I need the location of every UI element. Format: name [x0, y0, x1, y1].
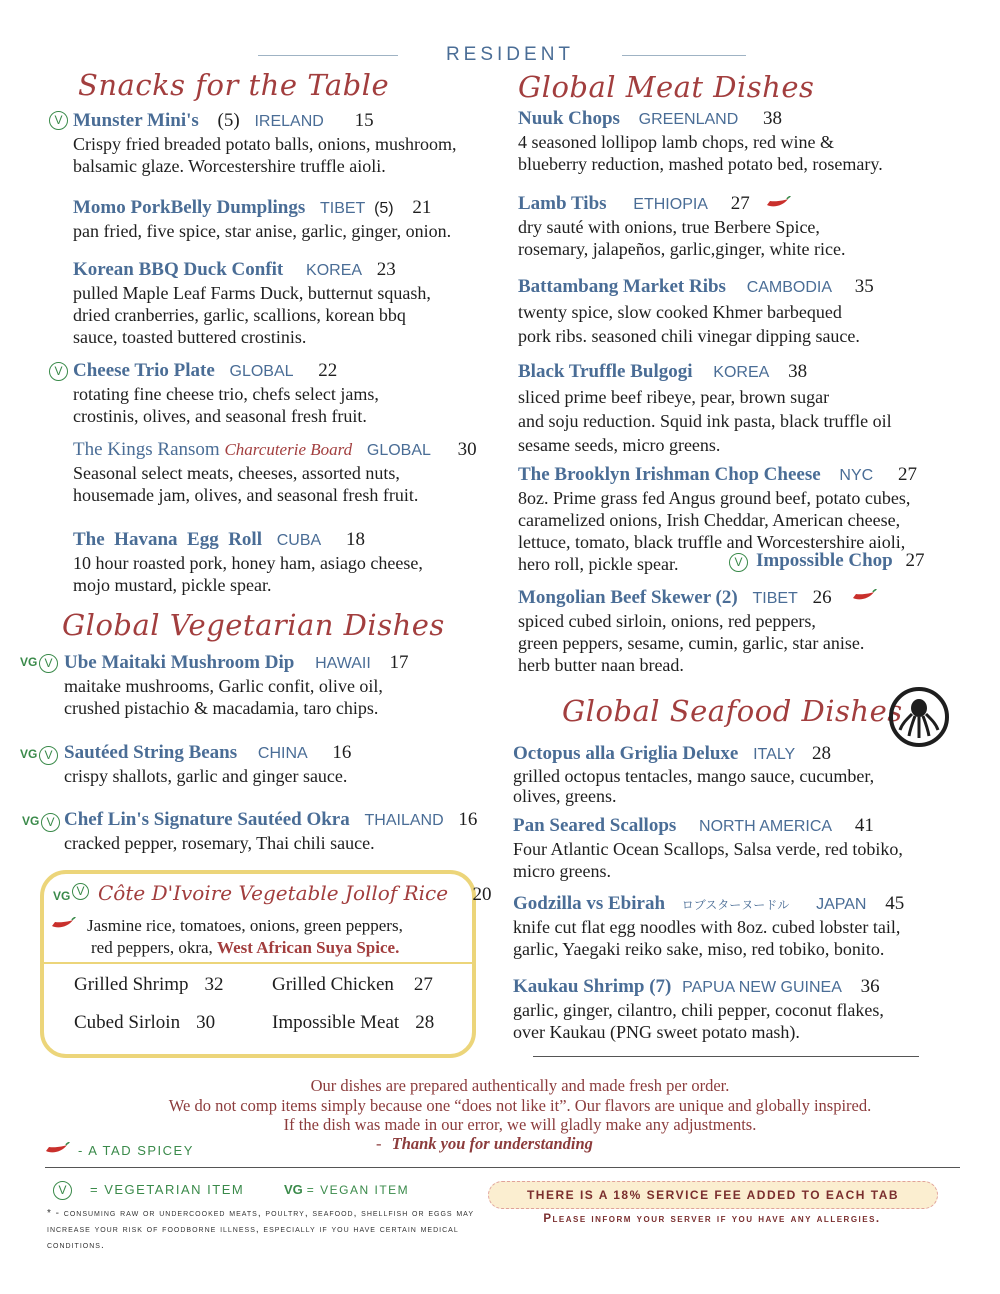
item-country: THAILAND	[364, 812, 444, 829]
addon-price: 27	[413, 974, 433, 995]
item-name: The Kings Ransom	[73, 439, 220, 460]
addon-name: Grilled Shrimp	[74, 974, 189, 995]
item-desc-line: blueberry reduction, mashed potato bed, rosemary.	[518, 154, 883, 174]
header-rule-left	[258, 55, 398, 56]
item-country: KOREA	[306, 262, 363, 279]
item-desc-line: spiced cubed sirloin, onions, red peppers,	[518, 611, 816, 631]
item-desc-line: 8oz. Prime grass fed Angus ground beef, potato cubes,	[518, 488, 911, 508]
item-name: Octopus alla Griglia Deluxe	[513, 743, 739, 764]
item-desc-line: twenty spice, slow cooked Khmer barbequed	[518, 302, 842, 322]
item-desc-line: pork ribs. seasoned chili vinegar dipping sauce.	[518, 326, 860, 346]
item-country: TIBET	[319, 200, 366, 217]
allergy-note: Please inform your server if you have any allergies.	[543, 1213, 881, 1225]
item-price: 23	[376, 259, 396, 280]
item-country: JAPAN	[816, 896, 867, 913]
jollof-title	[98, 881, 491, 906]
divider	[533, 1056, 919, 1057]
menu-item-munster-minis	[73, 110, 513, 177]
item-country: KOREA	[713, 364, 770, 381]
item-price: 21	[412, 197, 432, 218]
menu-item-mongolian-skewer	[518, 587, 978, 676]
menu-item-nuuk-chops	[518, 108, 978, 175]
menu-item-kings-ransom	[73, 439, 513, 506]
item-desc-line: caramelized onions, Irish Cheddar, American cheese,	[518, 510, 901, 530]
item-name: Kaukau Shrimp (7)	[513, 976, 672, 997]
item-desc-line: green peppers, sesame, cumin, garlic, star anise.	[518, 633, 865, 653]
item-country: NORTH AMERICA	[699, 818, 833, 835]
menu-item-string-beans	[64, 742, 504, 787]
item-price: 17	[389, 652, 409, 673]
item-price: 27	[897, 464, 917, 485]
addon-cubed-sirloin	[74, 1012, 215, 1034]
menu-item-lamb-tibs	[518, 193, 978, 260]
item-country: CUBA	[276, 532, 322, 549]
item-country: ITALY	[753, 746, 796, 763]
item-desc-line: rotating fine cheese trio, chefs select jams,	[73, 384, 379, 404]
item-country: CAMBODIA	[746, 279, 833, 296]
item-desc-line: over Kaukau (PNG sweet potato mash).	[513, 1022, 800, 1042]
item-desc-line: housemade jam, olives, and seasonal fresh fruit.	[73, 485, 419, 505]
item-desc-line: crispy shallots, garlic and ginger sauce.	[64, 766, 348, 786]
item-country: HAWAII	[315, 655, 371, 672]
menu-item-ube-dip	[64, 652, 504, 719]
addon-name: Grilled Chicken	[272, 974, 394, 995]
vegetarian-icon: V	[41, 813, 60, 832]
item-desc-line: knife cut flat egg noodles with 8oz. cubed lobster tail,	[513, 917, 901, 937]
vegan-mark: VG	[20, 747, 38, 761]
header-rule-right	[622, 55, 746, 56]
item-desc-line: 10 hour roasted pork, honey ham, asiago cheese,	[73, 553, 423, 573]
menu-item-scallops	[513, 815, 983, 882]
section-title-snacks: Snacks for the Table	[78, 68, 390, 102]
item-price: 41	[854, 815, 874, 836]
item-country: IRELAND	[254, 113, 324, 130]
item-desc-line: lettuce, tomato, black truffle and Worcestershire aioli,	[518, 532, 906, 552]
item-country: NYC	[839, 467, 874, 484]
item-price: 27	[905, 550, 925, 571]
page-title: RESIDENT	[445, 44, 575, 65]
item-name: Côte D'Ivoire Vegetable Jollof Rice	[98, 881, 449, 905]
item-name: Impossible Chop	[756, 550, 893, 571]
item-desc-line: sauce, toasted buttered crostinis.	[73, 327, 307, 347]
jollof-spice: West African Suya Spice.	[217, 938, 400, 957]
service-fee-banner: THERE IS A 18% SERVICE FEE ADDED TO EACH TAB	[488, 1181, 938, 1209]
item-price: 30	[457, 439, 477, 460]
item-price: 15	[354, 110, 374, 131]
item-name: The Havana Egg Roll	[73, 529, 262, 550]
addon-price: 30	[196, 1012, 216, 1033]
item-name: Nuuk Chops	[518, 108, 620, 129]
item-country: GLOBAL	[229, 363, 294, 380]
vegetarian-icon: V	[72, 883, 89, 900]
note-line: We do not comp items simply because one “does not like it”. Our flavors are unique and globally inspired.	[168, 1096, 872, 1115]
chili-pepper-icon	[765, 196, 791, 208]
item-desc-line: rosemary, jalapeños, garlic,ginger, white rice.	[518, 239, 846, 259]
item-name: Pan Seared Scallops	[513, 815, 677, 836]
menu-item-korean-duck	[73, 259, 513, 348]
item-country: CHINA	[257, 745, 308, 762]
vegetarian-icon: V	[39, 746, 58, 765]
menu-item-truffle-bulgogi	[518, 361, 978, 456]
vegan-mark: VG	[20, 655, 38, 669]
octopus-icon	[888, 686, 950, 748]
vegan-mark: VG	[22, 814, 40, 828]
item-desc-line: pan fried, five spice, star anise, garlic, ginger, onion.	[73, 221, 452, 241]
item-name: Chef Lin's Signature Sautéed Okra	[64, 809, 350, 830]
item-name: Battambang Market Ribs	[518, 276, 726, 297]
note-line: If the dish was made in our error, we will gladly make any adjustments.	[283, 1115, 757, 1134]
vegetarian-icon: V	[53, 1181, 72, 1200]
dash: -	[376, 1134, 382, 1153]
item-desc-line: micro greens.	[513, 861, 611, 881]
item-price: 16	[332, 742, 352, 763]
section-title-seafood: Global Seafood Dishes	[562, 694, 903, 728]
jollof-desc-line	[91, 938, 399, 958]
vegan-mark: VG	[284, 1182, 303, 1197]
menu-item-godzilla-ebirah	[513, 893, 983, 960]
item-jp-name: ロブスターヌードル	[681, 898, 790, 912]
item-country: TIBET	[752, 590, 798, 607]
jollof-desc-line: Jasmine rice, tomatoes, onions, green peppers,	[87, 916, 403, 935]
item-desc-line: balsamic glaze. Worcestershire truffle aioli.	[73, 156, 386, 176]
menu-item-kaukau-shrimp	[513, 976, 983, 1043]
item-price: 27	[730, 193, 750, 214]
item-desc-line: cracked pepper, rosemary, Thai chili sauce.	[64, 833, 375, 853]
divider	[45, 1167, 960, 1168]
chili-pepper-icon	[50, 917, 76, 929]
item-desc-line: Crispy fried breaded potato balls, onions, mushroom,	[73, 134, 457, 154]
thank-you-text: Thank you for understanding	[391, 1134, 593, 1153]
item-desc-line: garlic, Yaegaki reiko sake, miso, red tobiko, bonito.	[513, 939, 885, 959]
note-line: Our dishes are prepared authentically and made fresh per order.	[310, 1076, 730, 1095]
item-desc-line: dry sauté with onions, true Berbere Spice,	[518, 217, 820, 237]
chili-pepper-icon	[44, 1142, 70, 1154]
item-qty: (5)	[374, 200, 394, 217]
vegetarian-icon: V	[49, 111, 68, 130]
item-name: Sautéed String Beans	[64, 742, 238, 763]
addon-price: 32	[204, 974, 224, 995]
menu-item-cheese-trio	[73, 360, 513, 427]
item-desc-line: dried cranberries, garlic, scallions, korean bbq	[73, 305, 406, 325]
item-price: 18	[345, 529, 365, 550]
menu-item-battambang-ribs	[518, 276, 978, 347]
item-desc-line: sesame seeds, micro greens.	[518, 435, 721, 455]
item-country: GREENLAND	[638, 111, 739, 128]
item-price: 26	[812, 587, 832, 608]
jollof-desc-text: red peppers, okra,	[91, 938, 213, 957]
item-desc-line: crushed pistachio & macadamia, taro chips.	[64, 698, 379, 718]
item-name: Munster Mini's	[73, 110, 199, 131]
thank-you-note	[376, 1134, 593, 1154]
item-desc-line: olives, greens.	[513, 786, 617, 806]
item-qty: (5)	[217, 110, 240, 131]
addon-price: 28	[415, 1012, 435, 1033]
menu-item-okra	[64, 809, 504, 854]
item-desc-line: 4 seasoned lollipop lamb chops, red wine &	[518, 132, 834, 152]
item-name: Lamb Tibs	[518, 193, 607, 214]
legend-spicy: - A TAD SPICEY	[78, 1143, 194, 1158]
addon-grilled-chicken	[272, 974, 433, 996]
menu-item-havana-egg-roll	[73, 529, 513, 596]
item-desc-line: pulled Maple Leaf Farms Duck, butternut squash,	[73, 283, 431, 303]
item-desc-line: sliced prime beef ribeye, pear, brown sugar	[518, 387, 830, 407]
item-name: The Brooklyn Irishman Chop Cheese	[518, 464, 821, 485]
item-desc-line: Four Atlantic Ocean Scallops, Salsa verde, red tobiko,	[513, 839, 903, 859]
jollof-divider	[44, 962, 472, 964]
item-name: Cheese Trio Plate	[73, 360, 215, 381]
menu-item-impossible-chop	[756, 550, 925, 572]
item-name: Momo PorkBelly Dumplings	[73, 197, 306, 218]
chili-pepper-icon	[851, 589, 877, 601]
section-title-vegetarian: Global Vegetarian Dishes	[62, 608, 445, 642]
item-price: 22	[318, 360, 338, 381]
addon-grilled-shrimp	[74, 974, 224, 996]
item-desc-line: herb butter naan bread.	[518, 655, 684, 675]
menu-item-momo-dumplings	[73, 197, 513, 242]
item-name: Korean BBQ Duck Confit	[73, 259, 284, 280]
addon-name: Impossible Meat	[272, 1012, 400, 1033]
item-price: 38	[763, 108, 782, 129]
item-desc-line: maitake mushrooms, Garlic confit, olive oil,	[64, 676, 383, 696]
addon-impossible-meat	[272, 1012, 434, 1034]
vegetarian-icon: V	[729, 553, 748, 572]
item-price: 28	[811, 743, 831, 764]
legend-vegan-text: = VEGAN ITEM	[306, 1183, 410, 1197]
item-price: 20	[472, 884, 492, 905]
addon-name: Cubed Sirloin	[74, 1012, 181, 1033]
item-price: 36	[860, 976, 880, 997]
item-subtitle: Charcuterie Board	[224, 440, 353, 459]
item-desc-line: hero roll, pickle spear.	[518, 554, 679, 574]
item-desc-line: garlic, ginger, cilantro, chili pepper, coconut flakes,	[513, 1000, 884, 1020]
item-name: Ube Maitaki Mushroom Dip	[64, 652, 295, 673]
item-name: Mongolian Beef Skewer (2)	[518, 587, 738, 608]
item-country: GLOBAL	[366, 442, 431, 459]
legend-vegetarian: = VEGETARIAN ITEM	[90, 1182, 245, 1197]
vegan-mark: VG	[53, 889, 71, 903]
item-name: Black Truffle Bulgogi	[518, 361, 693, 382]
item-price: 45	[885, 893, 905, 914]
item-desc-line: and soju reduction. Squid ink pasta, black truffle oil	[518, 411, 892, 431]
vegetarian-icon: V	[39, 654, 58, 673]
item-desc-line: grilled octopus tentacles, mango sauce, cucumber,	[513, 766, 875, 786]
item-desc-line: Seasonal select meats, cheeses, assorted nuts,	[73, 463, 400, 483]
item-price: 35	[854, 276, 874, 297]
item-price: 38	[788, 361, 808, 382]
item-country: ETHIOPIA	[633, 196, 708, 213]
item-desc-line: crostinis, olives, and seasonal fresh fruit.	[73, 406, 367, 426]
item-price: 16	[458, 809, 478, 830]
vegetarian-icon: V	[49, 362, 68, 381]
food-safety-disclaimer: * - consuming raw or undercooked meats, poultry, seafood, shellfish or eggs may increase your risk of foodborne illness, especially if you have certain medical conditions.	[47, 1208, 474, 1251]
item-country: PAPUA NEW GUINEA	[682, 979, 842, 996]
item-name: Godzilla vs Ebirah	[513, 893, 666, 914]
legend-vegan	[284, 1181, 409, 1199]
section-title-meat: Global Meat Dishes	[518, 70, 815, 104]
item-desc-line: mojo mustard, pickle spear.	[73, 575, 272, 595]
menu-item-octopus	[513, 743, 973, 806]
